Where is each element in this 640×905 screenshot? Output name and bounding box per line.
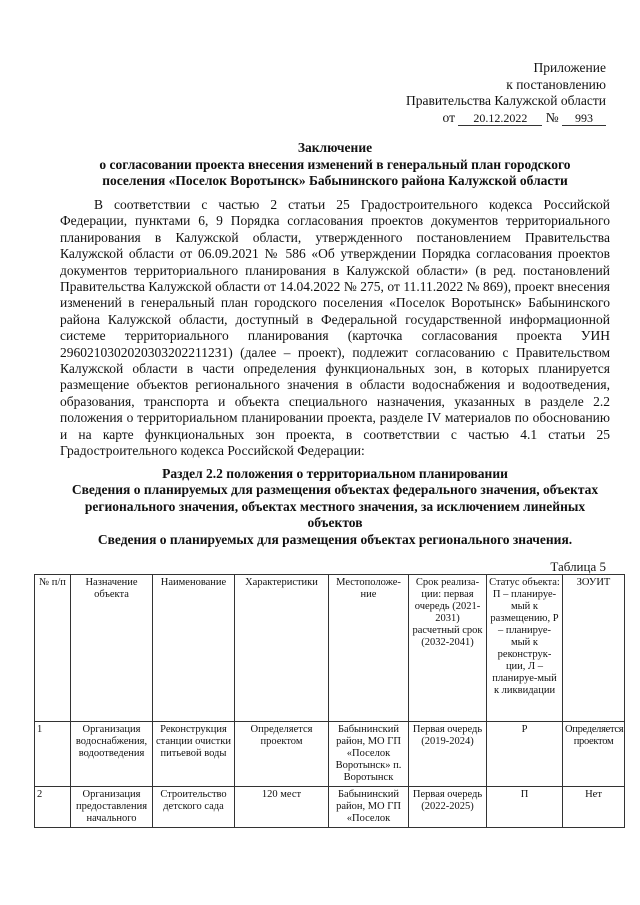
section-heading [60, 466, 610, 548]
appendix-government: Правительства Калужской области [405, 93, 606, 108]
cell-name: Строительство детского сада [153, 787, 235, 828]
cell-name: Реконструкция станции очистки питьевой воды [153, 722, 235, 787]
cell-purpose: Организация предоставления начального [71, 787, 153, 828]
cell-zouit: Определяется проектом [563, 722, 625, 787]
section-title: Раздел 2.2 положения о территориальном планировании [162, 466, 508, 481]
cell-status: П [487, 787, 563, 828]
cell-status: Р [487, 722, 563, 787]
header-name: Наименование [153, 575, 235, 722]
appendix-title: Приложение [533, 60, 606, 75]
table-row [35, 722, 625, 787]
header-number: № п/п [35, 575, 71, 722]
title-subject-line2: поселения «Поселок Воротынск» Бабынинского района Калужской области [102, 173, 568, 188]
cell-term: Первая очередь (2022-2025) [409, 787, 487, 828]
appendix-header [346, 60, 606, 126]
body-paragraph: В соответствии с частью 2 статьи 25 Градостроительного кодекса Российской Федерации, пунктами 6, 9 Порядка согласования проектов документов территориального планирования в Калужской области, утвержденного постановлением Правительства Калужской области от 06.09.2021 № 586 «Об утверждении Порядка согласования проектов документов территориального планирования в Калужской области» (в ред. постановлений Правительства Калужской области от 14.04.2022 № 275, от 11.11.2022 № 869), проект внесения изменений в генеральный план городского поселения «Поселок Воротынск» Бабынинского района Калужской области, доступный в Федеральной государственной информационной системе территориального планирования (карточка согласования проекта УИН 29602103020203032022112З1) (далее – проект), подлежит согласованию с Правительством Калужской области в части определения функциональных зон, в которых планируется размещение объектов регионального значения в области водоснабжения и водоотведения, образования, транспорта и объекта специального назначения, указанных в разделе 2.2 положения о территориальном планировании проекта, разделе IV материалов по обоснованию и на карте функциональных зон проекта, в соответствии с частью 4.1 статьи 25 Градостроительного кодекса Российской Федерации: [60, 197, 610, 459]
header-purpose: Назначение объекта [71, 575, 153, 722]
table-caption: Таблица 5 [550, 559, 606, 574]
title-subject-line1: о согласовании проекта внесения изменений в генеральный план городского [99, 156, 571, 172]
table-header-row [35, 575, 625, 722]
header-status: Статус объекта: П – планируе-мый к размещению, Р – планируе-мый к реконструк-ции, Л – планируе-мый к ликвидации [487, 575, 563, 722]
resolution-date: 20.12.2022 [458, 112, 542, 126]
resolution-number: 993 [562, 112, 606, 126]
from-label: от [442, 109, 455, 125]
cell-purpose: Организация водоснабжения, водоотведения [71, 722, 153, 787]
appendix-date-line [346, 110, 606, 127]
header-location: Местоположе-ние [329, 575, 409, 722]
objects-table [34, 574, 625, 828]
header-zouit: ЗОУИТ [563, 575, 625, 722]
cell-number: 1 [35, 722, 71, 787]
cell-number: 2 [35, 787, 71, 828]
number-label: № [545, 109, 559, 125]
document-title [60, 140, 610, 190]
title-heading: Заключение [297, 140, 373, 155]
cell-location: Бабынинский район, МО ГП «Поселок Воротынск» п. Воротынск [329, 722, 409, 787]
cell-term: Первая очередь (2019-2024) [409, 722, 487, 787]
section-regional: Сведения о планируемых для размещения объектах регионального значения. [97, 531, 573, 547]
cell-characteristics: Определяется проектом [235, 722, 329, 787]
header-term: Срок реализа-ции: первая очередь (2021-2031) расчетный срок (2032-2041) [409, 575, 487, 722]
header-characteristics: Характеристики [235, 575, 329, 722]
table-row [35, 787, 625, 828]
cell-characteristics: 120 мест [235, 787, 329, 828]
cell-zouit: Нет [563, 787, 625, 828]
section-subtitle: Сведения о планируемых для размещения объектах федерального значения, объектах регионального значения, объектах местного значения, за исключением линейных объектов [71, 482, 599, 531]
cell-location: Бабынинский район, МО ГП «Поселок [329, 787, 409, 828]
appendix-resolution: к постановлению [506, 76, 606, 92]
